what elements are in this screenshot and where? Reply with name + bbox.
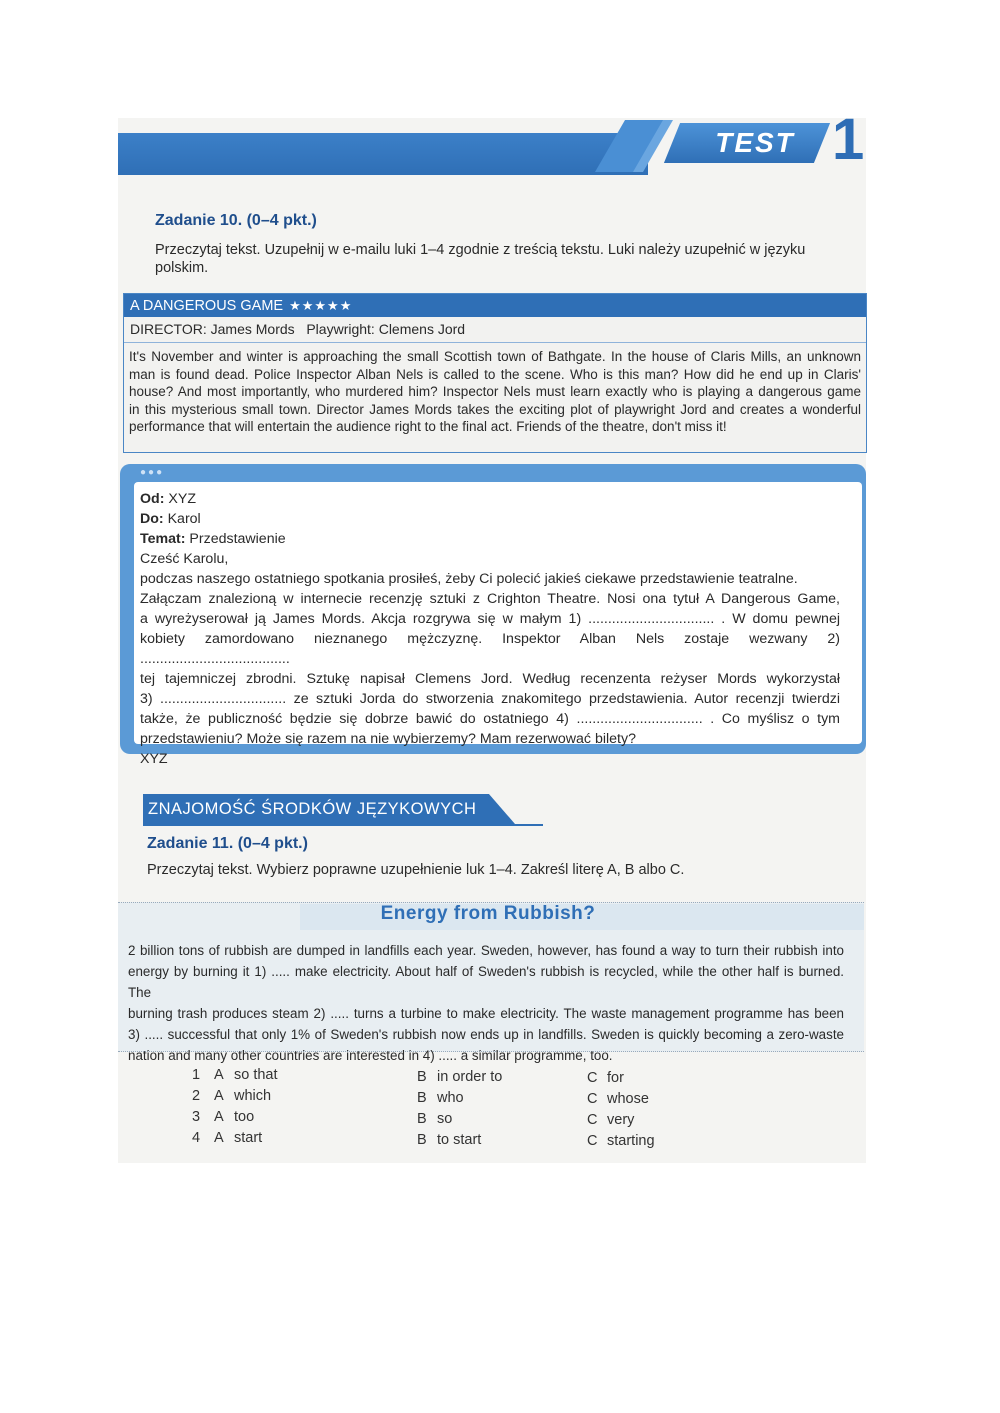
energy-title: Energy from Rubbish? <box>380 903 596 924</box>
review-line: house? And most importantly, who murdered him? Inspector Nels must learn exactly who is playing a dangerous game <box>129 384 861 399</box>
option-b[interactable]: B to start <box>417 1132 482 1148</box>
review-credits <box>124 317 866 343</box>
option-a[interactable]: 1 A so that <box>192 1067 278 1083</box>
task10-title: Zadanie 10. (0–4 pkt.) <box>155 212 317 229</box>
review-heading <box>124 294 866 317</box>
energy-text <box>128 940 844 1066</box>
energy-line: 3) ..... successful that only 1% of Sweden's rubbish now ends up in landfills. Sweden is quickly becoming a zero-waste <box>128 1027 844 1042</box>
test-number: 1 <box>832 107 865 172</box>
review-title: A DANGEROUS GAME <box>130 298 284 314</box>
email-content <box>140 489 840 769</box>
option-b[interactable]: B who <box>417 1090 464 1106</box>
review-line: man is found dead. Police Inspector Alban Nels is called to the scene. Who is this man? How did he end up in Claris' <box>129 366 861 382</box>
task10-instruction-line: polskim. <box>155 260 209 276</box>
option-a[interactable]: 2 A which <box>192 1088 272 1104</box>
options-column-c <box>587 1068 655 1152</box>
email-line: a wyreżyserował ją James Mords. Akcja rozgrywa się w małym 1) ................................ . W domu pewnej <box>140 611 840 627</box>
options-column-a <box>192 1065 278 1149</box>
header-band <box>118 133 648 175</box>
email-to: Do: Karol <box>140 511 201 527</box>
section-header-underline <box>143 824 543 826</box>
option-a[interactable]: 4 A start <box>192 1130 263 1146</box>
email-signature: XYZ <box>140 751 168 767</box>
energy-line: 2 billion tons of rubbish are dumped in landfills each year. Sweden, however, has found a way to turn their rubbish into <box>128 943 844 958</box>
review-line: It's November and winter is approaching the small Scottish town of Bathgate. In the house of Claris Mills, an unknown <box>129 349 861 364</box>
energy-line: burning trash produces steam 2) ..... turns a turbine to make electricity. The waste management programme has been <box>128 1006 844 1021</box>
playwright-label: Playwright: <box>306 321 375 337</box>
option-a[interactable]: 3 A too <box>192 1109 255 1125</box>
section-title: ZNAJOMOŚĆ ŚRODKÓW JĘZYKOWYCH <box>148 800 477 818</box>
option-c[interactable]: C for <box>587 1070 624 1086</box>
email-line: także, że publiczność będzie się dobrze bawić do ostatniego 4) ................................ . Co myślisz o tym <box>140 711 840 727</box>
review-line: in this mysterious small town. Director James Mords takes the exciting plot of playwright Jord and creates a wonderful <box>129 401 861 417</box>
option-c[interactable]: C very <box>587 1112 635 1128</box>
test-label: TEST <box>715 127 795 158</box>
task10-instruction <box>155 241 865 277</box>
review-line: performance that will entertain the audience right to the final act. Friends of the theatre, don't miss it! <box>129 419 727 434</box>
energy-line: energy by burning it 1) ..... make electricity. About half of Sweden's rubbish is recycled, while the other half is burned. The <box>128 964 844 1000</box>
rating-stars-icon: ★★★★★ <box>289 298 353 313</box>
options-column-b <box>417 1067 502 1151</box>
window-dots-icon: ●●● <box>140 467 165 478</box>
option-b[interactable]: B so <box>417 1111 453 1127</box>
email-subject: Temat: Przedstawienie <box>140 531 286 547</box>
email-line: Załączam znalezioną w internecie recenzję sztuki z Crighton Theatre. Nosi ona tytuł A Dangerous Game, <box>140 591 840 607</box>
director-label: DIRECTOR: <box>130 321 207 337</box>
email-from: Od: XYZ <box>140 491 196 507</box>
email-line: przedstawieniu? Może się razem na nie wybierzemy? Mam rezerwować bilety? <box>140 731 636 747</box>
review-box <box>123 293 867 453</box>
option-c[interactable]: C starting <box>587 1133 655 1149</box>
email-line: podczas naszego ostatniego spotkania prosiłeś, żeby Ci polecić jakieś ciekawe przedstawienie teatralne. <box>140 571 798 587</box>
email-line: tej tajemniczej zbrodni. Sztukę napisał Clemens Jord. Według recenzenta reżyser Mords wykorzystał <box>140 671 840 687</box>
email-line: 3) ................................ ze sztuki Jorda do stworzenia znakomitego przedstawienia. Autor recenzji twierdzi <box>140 691 840 707</box>
task11-title: Zadanie 11. (0–4 pkt.) <box>147 835 308 852</box>
email-greeting: Cześć Karolu, <box>140 551 229 567</box>
task10-instruction-line: Przeczytaj tekst. Uzupełnij w e-mailu luki 1–4 zgodnie z treścią tekstu. Luki należy uzupełnić w języku <box>155 242 806 258</box>
review-text <box>124 343 866 436</box>
email-line: kobiety zamordowano nieznanego mężczyznę. Inspektor Alban Nels zostaje wezwany 2) ...................................... <box>140 631 840 667</box>
playwright-name: Clemens Jord <box>378 321 466 337</box>
option-c[interactable]: C whose <box>587 1091 649 1107</box>
task11-instruction: Przeczytaj tekst. Wybierz poprawne uzupełnienie luk 1–4. Zakreśl literę A, B albo C. <box>147 862 685 878</box>
option-b[interactable]: B in order to <box>417 1069 503 1085</box>
energy-line: nation and many other countries are interested in 4) ..... a similar programme, too. <box>128 1048 613 1063</box>
director-name: James Mords <box>210 321 295 337</box>
